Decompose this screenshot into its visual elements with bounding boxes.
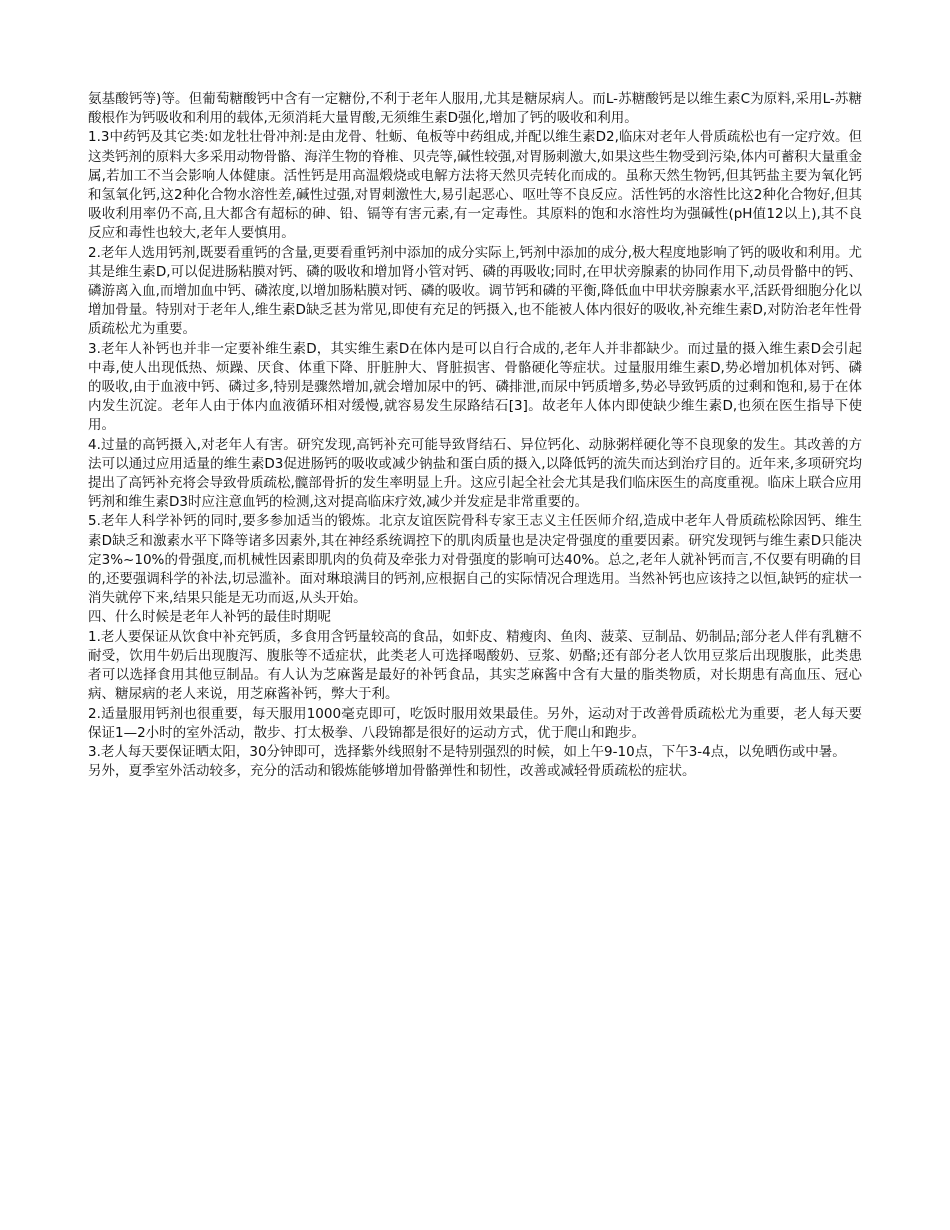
paragraph-exercise: 5.老年人科学补钙的同时,要多参加适当的锻炼。北京友谊医院骨科专家王志义主任医师介绍,造成中老年人骨质疏松除因钙、维生素D缺乏和激素水平下降等诸多因素外,其在神经系统调控下的肌肉质量也是决定骨强度的重要因素。研究发现钙与维生素D只能决定3%~10%的骨强度,而机械性因素即肌肉的负荷及牵张力对骨强度的影响可达40%。总之,老年人就补钙而言,不仅要有明确的目的,还要强调科学的补法,切忌滥补。面对琳琅满目的钙剂,应根据自己的实际情况合理选用。当然补钙也应该持之以恒,缺钙的症状一消失就停下来,结果只能是无功而返,从头开始。 (88, 513, 862, 607)
paragraph-supplement-dose: 2.适量服用钙剂也很重要，每天服用1000毫克即可，吃饭时服用效果最佳。另外，运动对于改善骨质疏松尤为重要，老人每天要保证1—2小时的室外活动，散步、打太极拳、八段锦都是很好的运动方式，优于爬山和跑步。 (88, 705, 862, 741)
paragraph-chinese-medicine-calcium: 1.3中药钙及其它类:如龙牡壮骨冲剂:是由龙骨、牡蛎、龟板等中药组成,并配以维生素D2,临床对老年人骨质疏松也有一定疗效。但这类钙剂的原料大多采用动物骨骼、海洋生物的脊椎、贝壳等,碱性较强,对胃肠刺激大,如果这些生物受到污染,体内可蓄积大量重金属,若加工不当会影响人体健康。活性钙是用高温煅烧或电解方法将天然贝壳转化而成的。虽称天然生物钙,但其钙盐主要为氧化钙和氢氧化钙,这2种化合物水溶性差,碱性过强,对胃刺激性大,易引起恶心、呕吐等不良反应。活性钙的水溶性比这2种化合物好,但其吸收利用率仍不高,且大都含有超标的砷、铅、镉等有害元素,有一定毒性。其原料的饱和水溶性均为强碱性(pH值12以上),其不良反应和毒性也较大,老年人要慎用。 (88, 129, 862, 242)
paragraph-vitamin-d-caution: 3.老年人补钙也并非一定要补维生素D，其实维生素D在体内是可以自行合成的,老年人并非都缺少。而过量的摄入维生素D会引起中毒,使人出现低热、烦躁、厌食、体重下降、肝脏肿大、肾脏损害、骨骼硬化等症状。过量服用维生素D,势必增加机体对钙、磷的吸收,由于血液中钙、磷过多,特别是骤然增加,就会增加尿中的钙、磷排泄,而尿中钙质增多,势必导致钙质的过剩和饱和,易于在体内发生沉淀。老年人由于体内血液循环相对缓慢,就容易发生尿路结石[3]。故老年人体内即使缺少维生素D,也须在医生指导下使用。 (88, 340, 862, 434)
section-heading-best-time: 四、什么时候是老年人补钙的最佳时期呢 (88, 609, 331, 626)
paragraph-excess-calcium: 4.过量的高钙摄入,对老年人有害。研究发现,高钙补充可能导致肾结石、异位钙化、动脉粥样硬化等不良现象的发生。其改善的方法可以通过应用适量的维生素D3促进肠钙的吸收或减少钠盐和蛋白质的摄入,以降低钙的流失而达到治疗目的。近年来,多项研究均提出了高钙补充将会导致骨质疏松,髋部骨折的发生率明显上升。这应引起全社会尤其是我们临床医生的高度重视。临床上联合应用钙剂和维生素D3时应注意血钙的检测,这对提高临床疗效,减少并发症是非常重要的。 (88, 436, 862, 511)
paragraph-summer-activity: 另外，夏季室外活动较多，充分的活动和锻炼能够增加骨骼弹性和韧性，改善或减轻骨质疏松的症状。 (88, 763, 696, 780)
paragraph-diet: 1.老人要保证从饮食中补充钙质，多食用含钙量较高的食品，如虾皮、精瘦肉、鱼肉、菠菜、豆制品、奶制品;部分老人伴有乳糖不耐受，饮用牛奶后出现腹泻、腹胀等不适症状，此类老人可选择喝酸奶、豆浆、奶酪;还有部分老人饮用豆浆后出现腹胀，此类患者可以选择食用其他豆制品。有人认为芝麻酱是最好的补钙食品，其实芝麻酱中含有大量的脂类物质，对长期患有高血压、冠心病、糖尿病的老人来说，用芝麻酱补钙，弊大于利。 (88, 628, 862, 703)
paragraph-calcium-threonate: 氨基酸钙等)等。但葡萄糖酸钙中含有一定糖份,不利于老年人服用,尤其是糖尿病人。而L-苏糖酸钙是以维生素C为原料,采用L-苏糖酸根作为钙吸收和利用的载体,无须消耗大量胃酸,无须维生素D强化,增加了钙的吸收和利用。 (88, 91, 862, 127)
paragraph-calcium-additives: 2.老年人选用钙剂,既要看重钙的含量,更要看重钙剂中添加的成分实际上,钙剂中添加的成分,极大程度地影响了钙的吸收和利用。尤其是维生素D,可以促进肠粘膜对钙、磷的吸收和增加肾小管对钙、磷的再吸收;同时,在甲状旁腺素的协同作用下,动员骨骼中的钙、磷游离入血,而增加血中钙、磷浓度,以增加肠粘膜对钙、磷的吸收。调节钙和磷的平衡,降低血中甲状旁腺素水平,活跃骨细胞分化以增加骨量。特别对于老年人,维生素D缺乏甚为常见,即使有充足的钙摄入,也不能被人体内很好的吸收,补充维生素D,对防治老年性骨质疏松尤为重要。 (88, 244, 862, 338)
paragraph-sunlight: 3.老人每天要保证晒太阳，30分钟即可，选择紫外线照射不是特别强烈的时候，如上午9-10点，下午3-4点，以免晒伤或中暑。 (88, 743, 846, 760)
